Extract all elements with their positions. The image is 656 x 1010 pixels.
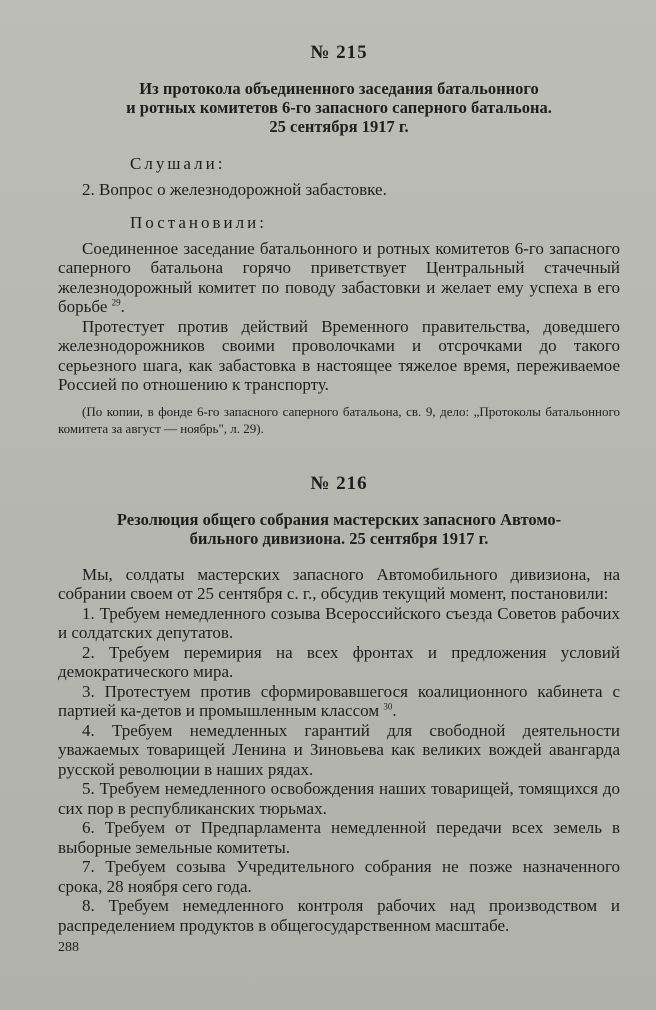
title-line: и ротных комитетов 6-го запасного саперного батальона. <box>126 98 552 117</box>
demand-item: 2. Требуем перемирия на всех фронтах и предложения условий демократического мира. <box>58 642 620 681</box>
document-title-216 <box>58 510 620 548</box>
demand-item: 1. Требуем немедленного созыва Всероссийского съезда Советов рабочих и солдатских депутатов. <box>58 603 620 642</box>
title-line: Из протокола объединенного заседания батальонного <box>139 79 539 98</box>
document-number-215: № 215 <box>310 42 368 63</box>
demand-item: 3. Протестуем против сформировавшегося коалиционного кабинета с партией ка-детов и промышленным классом $^{30}$. <box>58 681 620 720</box>
source-note: (По копии, в фонде 6-го запасного саперного батальона, св. 9, дело: „Протоколы батальонного комитета за август — ноябрь", л. 29). <box>58 403 620 436</box>
resolved-heading: Постановили: <box>130 212 267 232</box>
document-title-215 <box>58 79 620 136</box>
title-line: Резолюция общего собрания мастерских запасного Автомо- <box>116 509 562 529</box>
resolution-paragraph: Соединенное заседание батальонного и ротных комитетов 6-го запасного саперного батальона горячо приветствует Центральный стачечный железнодорожный комитет по поводу забастовки и желает ему успеха в его борьбе $^{29}$. <box>58 238 620 316</box>
resolution-paragraph-text: Соединенное заседание батальонного и ротных комитетов 6-го запасного саперного батальона горячо приветствует Центральный стачечный железнодорожный комитет по поводу забастовки и желает ему успеха в его борьбе <box>58 238 620 316</box>
heard-item: 2. Вопрос о железнодорожной забастовке. <box>82 180 387 199</box>
intro-paragraph: Мы, солдаты мастерских запасного Автомобильного дивизиона, на собрании своем от 25 сентября с. г., обсудив текущий момент, постановили: <box>58 564 620 603</box>
demand-item: 4. Требуем немедленных гарантий для свободной деятельности уважаемых товарищей Ленина и Зиновьева как великих вождей авангарда русской революции в наших рядах. <box>58 720 620 779</box>
heard-heading: Слушали: <box>130 154 226 173</box>
demand-item: 5. Требуем немедленного освобождения наших товарищей, томящихся до сих пор в республиканских тюрьмах. <box>58 779 620 818</box>
title-line: 25 сентября 1917 г. <box>269 117 409 136</box>
demand-item-text: 3. Протестуем против сформировавшегося коалиционного кабинета с партией ка-детов и промышленным классом <box>58 681 620 720</box>
demand-item: 6. Требуем от Предпарламента немедленной передачи всех земель в выборные земельные комитеты. <box>58 818 620 857</box>
document-number-216: № 216 <box>310 472 368 494</box>
title-line: бильного дивизиона. 25 сентября 1917 г. <box>189 528 489 548</box>
protest-paragraph: Протестует против действий Временного правительства, доведшего железнодорожников своими проволочками и отсрочками до такого серьезного шага, как забастовка в настоящее тяжелое время, переживаемое Россией по отношению к транспорту. <box>58 316 620 394</box>
demand-item: 7. Требуем созыва Учредительного собрания не позже назначенного срока, 28 ноября сего года. <box>58 857 620 896</box>
footnote-ref: 30 <box>383 701 393 712</box>
demand-item: 8. Требуем немедленного контроля рабочих над производством и распределением продуктов в общегосударственном масштабе. <box>58 896 620 935</box>
spacer <box>58 200 620 212</box>
footnote-ref: 29 <box>111 297 121 308</box>
page-number: 288 <box>58 940 79 955</box>
